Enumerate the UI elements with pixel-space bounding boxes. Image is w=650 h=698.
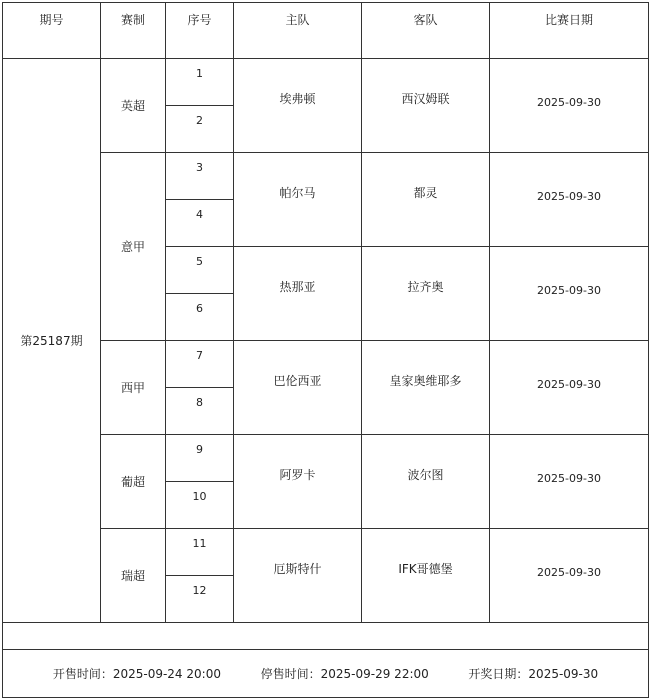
match-date-cell: 2025-09-30: [490, 529, 649, 623]
seq-cell: 4: [166, 200, 234, 247]
issue-cell: 第25187期: [3, 59, 101, 623]
home-team-cell: 热那亚: [234, 247, 362, 341]
sale-start-time: 开售时间：2025-09-24 20:00: [52, 667, 221, 681]
league-cell: 意甲: [101, 153, 166, 341]
league-cell: 英超: [101, 59, 166, 153]
home-team-cell: 厄斯特什: [234, 529, 362, 623]
away-team-cell: 波尔图: [362, 435, 490, 529]
home-team-cell: 阿罗卡: [234, 435, 362, 529]
seq-cell: 7: [166, 341, 234, 388]
away-team-cell: IFK哥德堡: [362, 529, 490, 623]
match-date-cell: 2025-09-30: [490, 153, 649, 247]
footer-cell: [3, 650, 649, 698]
seq-cell: 11: [166, 529, 234, 576]
header-date: 比赛日期: [490, 3, 649, 59]
sale-stop-time: 停售时间：2025-09-29 22:00: [260, 667, 429, 681]
seq-cell: 3: [166, 153, 234, 200]
league-cell: 西甲: [101, 341, 166, 435]
home-team-cell: 巴伦西亚: [234, 341, 362, 435]
header-home: 主队: [234, 3, 362, 59]
spacer-row: [3, 623, 649, 650]
spacer-cell: [3, 623, 649, 650]
away-team-cell: 皇家奥维耶多: [362, 341, 490, 435]
seq-cell: 10: [166, 482, 234, 529]
table-header-row: [3, 3, 649, 59]
away-team-cell: 西汉姆联: [362, 59, 490, 153]
draw-date: 开奖日期：2025-09-30: [468, 667, 599, 681]
match-date-cell: 2025-09-30: [490, 341, 649, 435]
home-team-cell: 帕尔马: [234, 153, 362, 247]
header-seq: 序号: [166, 3, 234, 59]
table-row: [3, 59, 649, 106]
seq-cell: 9: [166, 435, 234, 482]
match-date-cell: 2025-09-30: [490, 247, 649, 341]
home-team-cell: 埃弗顿: [234, 59, 362, 153]
match-date-cell: 2025-09-30: [490, 435, 649, 529]
match-schedule-table: [2, 2, 649, 698]
header-away: 客队: [362, 3, 490, 59]
match-date-cell: 2025-09-30: [490, 59, 649, 153]
away-team-cell: 都灵: [362, 153, 490, 247]
seq-cell: 1: [166, 59, 234, 106]
away-team-cell: 拉齐奥: [362, 247, 490, 341]
header-issue: 期号: [3, 3, 101, 59]
league-cell: 瑞超: [101, 529, 166, 623]
footer-row: [3, 650, 649, 698]
seq-cell: 6: [166, 294, 234, 341]
header-league: 赛制: [101, 3, 166, 59]
league-cell: 葡超: [101, 435, 166, 529]
footer-info: [3, 665, 648, 682]
seq-cell: 12: [166, 576, 234, 623]
seq-cell: 5: [166, 247, 234, 294]
seq-cell: 8: [166, 388, 234, 435]
seq-cell: 2: [166, 106, 234, 153]
